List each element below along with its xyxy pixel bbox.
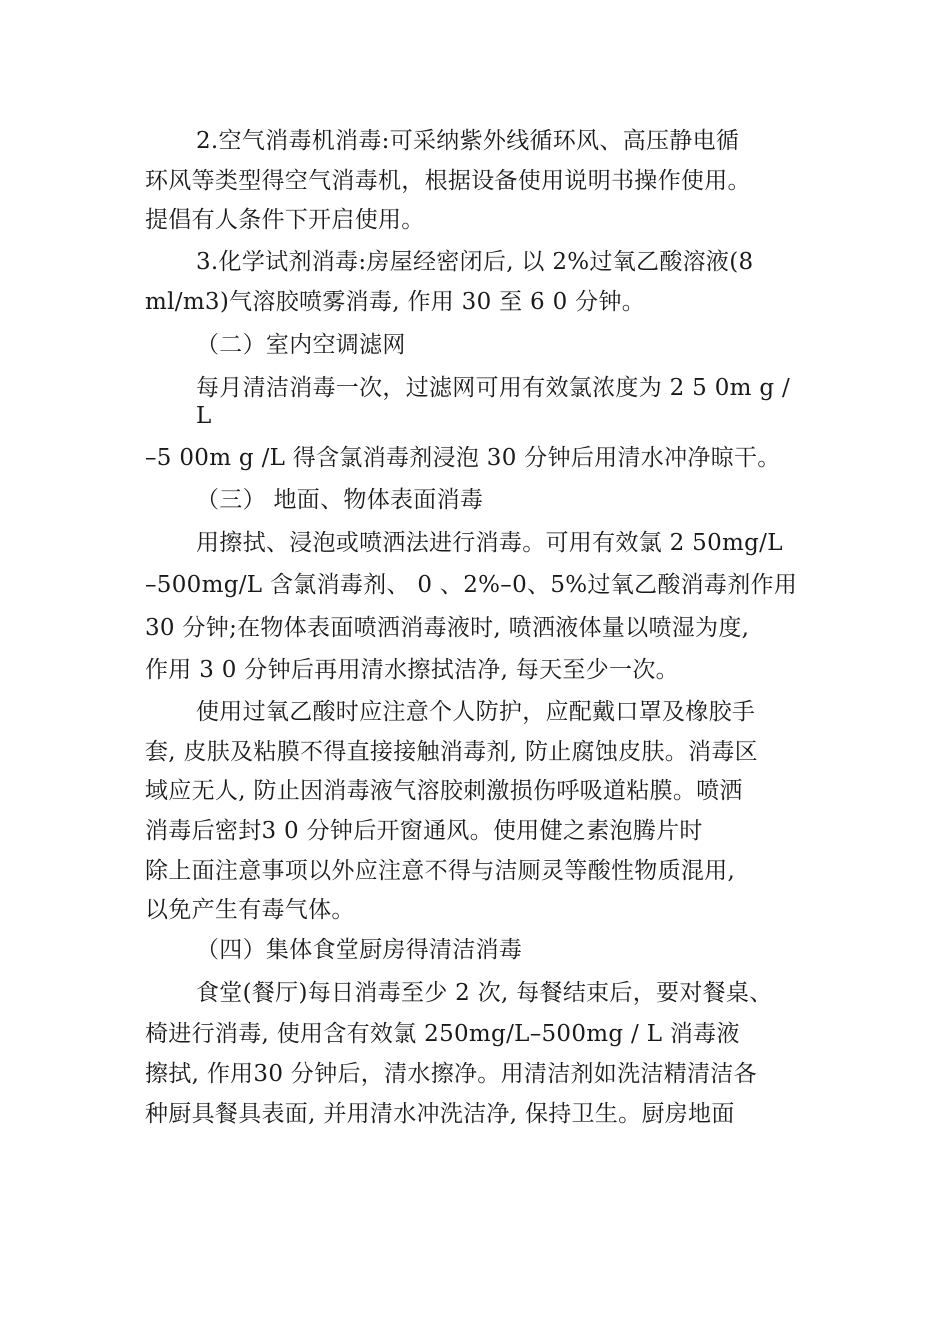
text-line: 2.空气消毒机消毒:可采纳紫外线循环风、高压静电循 — [196, 128, 740, 154]
text-line: 种厨具餐具表面, 并用清水冲洗洁净, 保持卫生。厨房地面 — [145, 1101, 735, 1127]
section-heading: （三） 地面、物体表面消毒 — [196, 487, 484, 513]
text-line: 以免产生有毒气体。 — [145, 897, 355, 923]
text-line: 环风等类型得空气消毒机，根据设备使用说明书操作使用。 — [145, 168, 751, 194]
text-line: 作用 3 0 分钟后再用清水擦拭洁净, 每天至少一次。 — [145, 657, 679, 683]
text-line: 食堂(餐厅)每日消毒至少 2 次, 每餐结束后，要对餐桌、 — [196, 980, 773, 1006]
text-line: 除上面注意事项以外应注意不得与洁厕灵等酸性物质混用, — [145, 858, 736, 884]
section-heading: （二）室内空调滤网 — [196, 332, 406, 358]
text-line: 擦拭, 作用30 分钟后，清水擦净。用清洁剂如洗洁精清洁各 — [145, 1061, 757, 1087]
text-line: –500mg/L 含氯消毒剂、 0 、2%–0、5%过氧乙酸消毒剂作用 — [145, 572, 798, 598]
section-heading: （四）集体食堂厨房得清洁消毒 — [196, 937, 523, 963]
text-line: 30 分钟;在物体表面喷洒消毒液时, 喷洒液体量以喷湿为度, — [145, 615, 750, 641]
text-line: –5 00m g /L 得含氯消毒剂浸泡 30 分钟后用清水冲净晾干。 — [145, 445, 781, 471]
text-line: 3.化学试剂消毒:房屋经密闭后, 以 2%过氧乙酸溶液(8 — [196, 249, 754, 275]
text-line: ml/m3)气溶胶喷雾消毒, 作用 30 至 6 0 分钟。 — [145, 289, 646, 315]
text-line: 用擦拭、浸泡或喷洒法进行消毒。可用有效氯 2 50mg/L — [196, 530, 783, 556]
text-line: 每月清洁消毒一次，过滤网可用有效氯浓度为 2 5 0m g / — [196, 375, 791, 401]
text-line: 域应无人, 防止因消毒液气溶胶刺激损伤呼吸道粘膜。喷洒 — [145, 778, 743, 804]
text-line: 套, 皮肤及粘膜不得直接接触消毒剂, 防止腐蚀皮肤。消毒区 — [145, 739, 758, 765]
text-line: 使用过氧乙酸时应注意个人防护，应配戴口罩及橡胶手 — [196, 699, 756, 725]
text-line: 椅进行消毒, 使用含有效氯 250mg/L–500mg / L 消毒液 — [145, 1021, 740, 1047]
text-line: 消毒后密封3 0 分钟后开窗通风。使用健之素泡腾片时 — [145, 818, 703, 844]
text-line: L — [196, 403, 212, 429]
text-line: 提倡有人条件下开启使用。 — [145, 207, 425, 233]
